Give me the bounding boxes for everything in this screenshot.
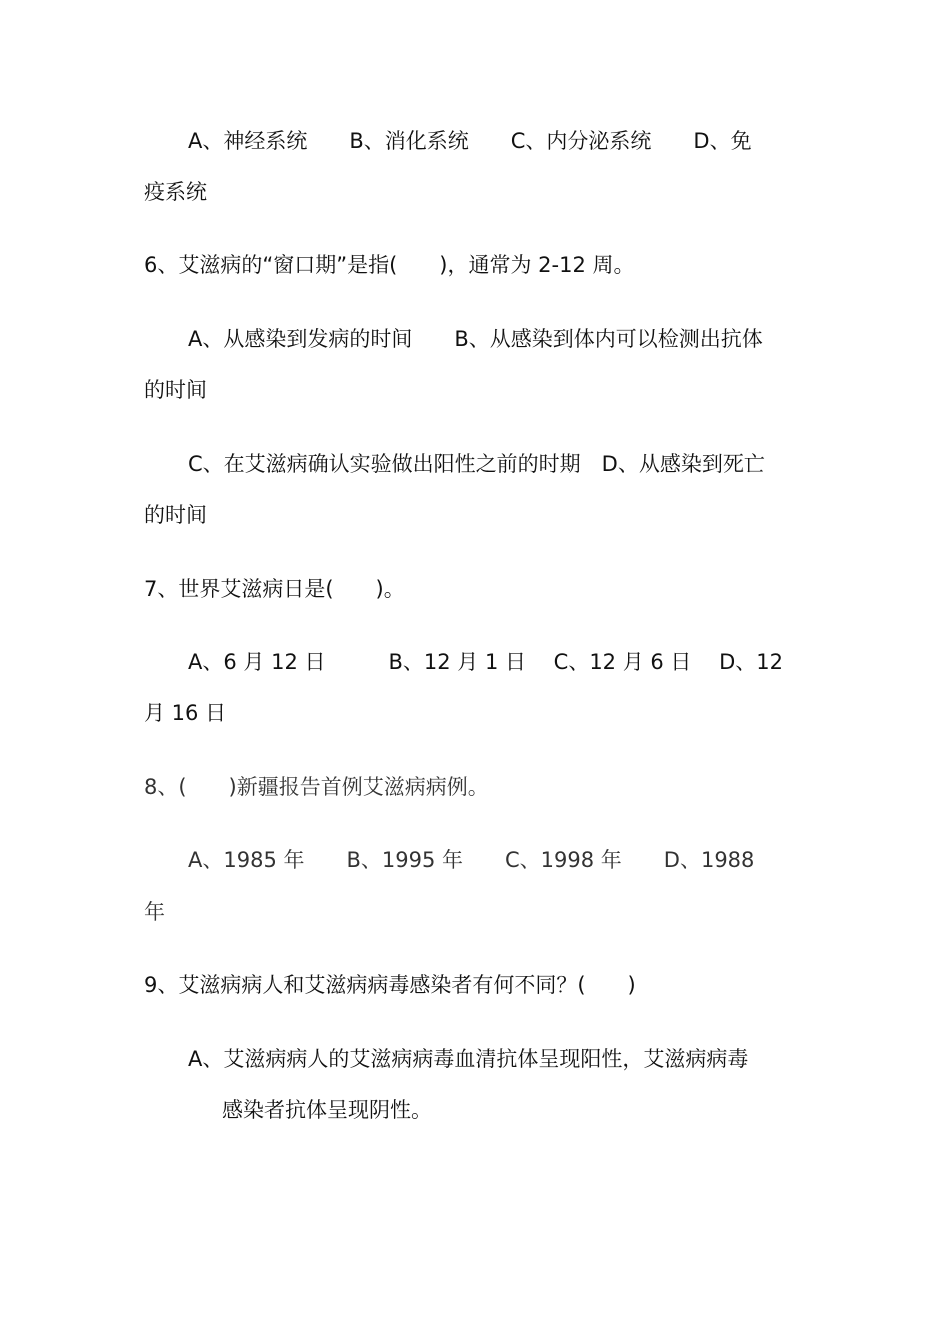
q6-options-cd-line-1: C、在艾滋病确认实验做出阳性之前的时期 D、从感染到死亡 xyxy=(188,452,765,476)
q8-options-line-2: 年 xyxy=(144,900,165,924)
q8-options-line-1: A、1985 年 B、1995 年 C、1998 年 D、1988 xyxy=(188,848,755,872)
q7-options-line-1: A、6 月 12 日 B、12 月 1 日 C、12 月 6 日 D、12 xyxy=(188,650,784,674)
q5-options-line-2: 疫系统 xyxy=(144,180,207,204)
q9-option-a-line-2: 感染者抗体呈现阴性。 xyxy=(222,1098,432,1122)
q9-option-a-line-1: A、艾滋病病人的艾滋病病毒血清抗体呈现阳性，艾滋病病毒 xyxy=(188,1047,749,1071)
q7-options-line-2: 月 16 日 xyxy=(144,701,227,725)
q9-stem: 9、艾滋病病人和艾滋病病毒感染者有何不同？( ) xyxy=(144,973,636,997)
q6-stem: 6、艾滋病的“窗口期”是指( )，通常为 2-12 周。 xyxy=(144,253,635,277)
q5-options-line-1: A、神经系统 B、消化系统 C、内分泌系统 D、免 xyxy=(188,129,752,153)
q8-stem: 8、( )新疆报告首例艾滋病病例。 xyxy=(144,775,489,799)
q6-options-ab-line-1: A、从感染到发病的时间 B、从感染到体内可以检测出抗体 xyxy=(188,327,763,351)
q6-options-ab-line-2: 的时间 xyxy=(144,378,207,402)
q6-options-cd-line-2: 的时间 xyxy=(144,503,207,527)
q7-stem: 7、世界艾滋病日是( )。 xyxy=(144,577,405,601)
